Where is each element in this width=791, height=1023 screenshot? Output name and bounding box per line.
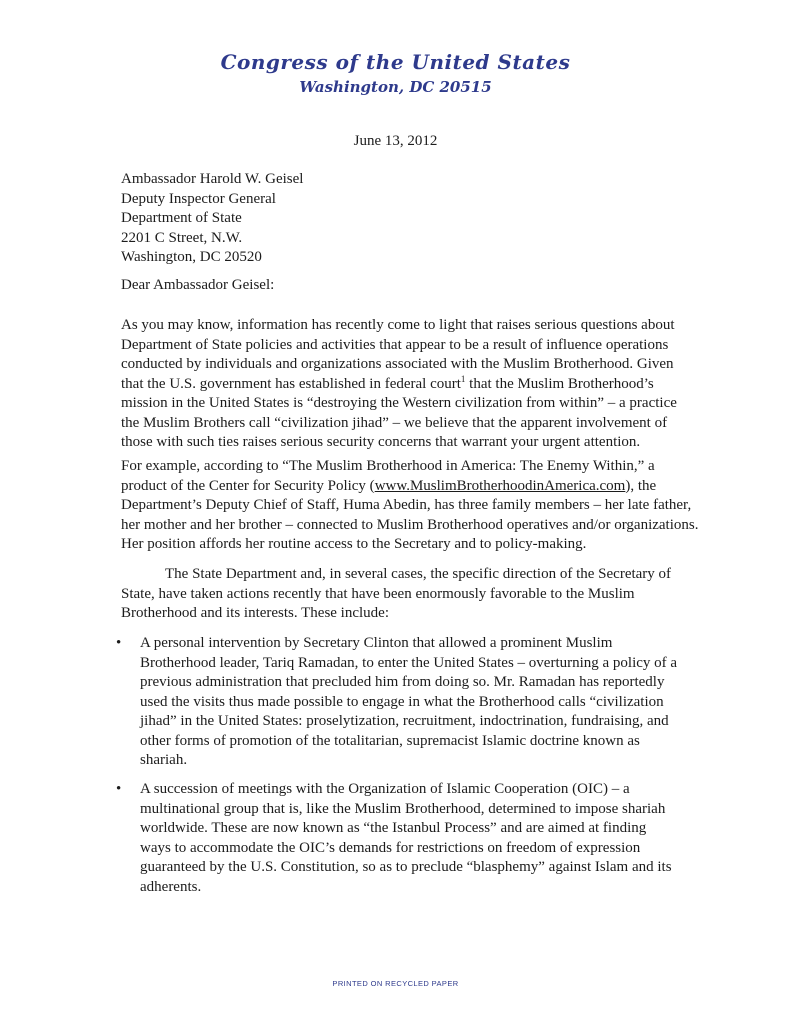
recipient-line: Deputy Inspector General	[121, 190, 276, 207]
bullet-line: shariah.	[140, 752, 188, 768]
bullet-line: A succession of meetings with the Organization of Islamic Cooperation (OIC) – a	[140, 781, 630, 797]
paragraph-line: mission in the United States is “destroying the Western civilization from within” – a practice	[121, 395, 677, 411]
paragraph-line: As you may know, information has recently come to light that raises serious questions about	[121, 317, 675, 333]
bullet-line: guaranteed by the U.S. Constitution, so as to preclude “blasphemy” against Islam and its	[140, 859, 672, 875]
letterhead	[0, 50, 791, 96]
bullet-line: previous administration that precluded him from doing so. Mr. Ramadan has reportedly	[140, 674, 665, 690]
paragraph-3	[121, 565, 711, 624]
footer-recycled-notice: PRINTED ON RECYCLED PAPER	[332, 979, 459, 988]
bullet-item	[116, 780, 700, 897]
bullet-line: other forms of promotion of the totalitarian, supremacist Islamic doctrine known as	[140, 732, 640, 749]
paragraph-2	[121, 457, 721, 555]
paragraph-line: Brotherhood and its interests. These include:	[121, 605, 390, 621]
recipient-address	[121, 170, 721, 268]
bullet-line: A personal intervention by Secretary Clinton that allowed a prominent Muslim	[140, 635, 613, 651]
recipient-line: Ambassador Harold W. Geisel	[121, 171, 304, 187]
paragraph-text: ), the	[625, 477, 657, 494]
bullet-line: ways to accommodate the OIC’s demands for restrictions on freedom of expression	[140, 839, 641, 856]
bullet-icon: •	[116, 781, 122, 797]
paragraph-line: For example, according to “The Muslim Brotherhood in America: The Enemy Within,” a	[121, 458, 655, 474]
bullet-icon: •	[116, 635, 122, 651]
paragraph-text: that the Muslim Brotherhood’s	[465, 375, 654, 392]
paragraph-text: product of the Center for Security Policy (	[121, 477, 375, 494]
paragraph-line	[121, 477, 721, 497]
paragraph-line: Department of State policies and activities that appear to be a result of influence operations	[121, 336, 669, 353]
bullet-item	[116, 634, 700, 771]
paragraph-line: Her position affords her routine access to the Secretary and to policy-making.	[121, 536, 587, 552]
letterhead-address: Washington, DC 20515	[299, 78, 492, 96]
bullet-line: multinational group that is, like the Muslim Brotherhood, determined to impose shariah	[140, 800, 666, 817]
bullet-line: adherents.	[140, 878, 202, 895]
bullet-line: jihad” in the United States: proselytization, recruitment, indoctrination, fundraising, and	[140, 713, 669, 729]
bullet-line: used the visits thus made possible to engage in what the Brotherhood calls “civilization	[140, 693, 664, 710]
paragraph-line: her mother and her brother – connected to Muslim Brotherhood operatives and/or organizations.	[121, 516, 699, 533]
website-link[interactable]: www.MuslimBrotherhoodinAmerica.com	[374, 477, 626, 494]
paragraph-line: those with such ties raises serious security concerns that warrant your urgent attention.	[121, 434, 641, 450]
recipient-line: 2201 C Street, N.W.	[121, 229, 243, 246]
paragraph-line	[121, 375, 711, 395]
bullet-line: worldwide. These are now known as “the Istanbul Process” and are aimed at finding	[140, 820, 647, 836]
letterhead-title: Congress of the United States	[220, 50, 571, 74]
recipient-line: Department of State	[121, 210, 242, 226]
paragraph-line: conducted by individuals and organizations associated with the Muslim Brotherhood. Given	[121, 356, 674, 372]
paragraph-line: the Muslim Brothers call “civilization jihad” – we believe that the apparent involvement of	[121, 414, 668, 431]
paragraph-1	[121, 316, 711, 453]
paragraph-line: The State Department and, in several cases, the specific direction of the Secretary of	[165, 566, 672, 582]
letter-date: June 13, 2012	[353, 133, 438, 149]
paragraph-text: that the U.S. government has established in federal court	[121, 375, 461, 392]
recipient-line: Washington, DC 20520	[121, 249, 262, 265]
salutation: Dear Ambassador Geisel:	[121, 277, 275, 293]
bullet-line: Brotherhood leader, Tariq Ramadan, to enter the United States – overturning a policy of a	[140, 654, 678, 671]
paragraph-line: Department’s Deputy Chief of Staff, Huma Abedin, has three family members – her late father,	[121, 497, 692, 513]
paragraph-line: State, have taken actions recently that have been enormously favorable to the Muslim	[121, 585, 635, 602]
footnote-marker: 1	[460, 373, 466, 384]
